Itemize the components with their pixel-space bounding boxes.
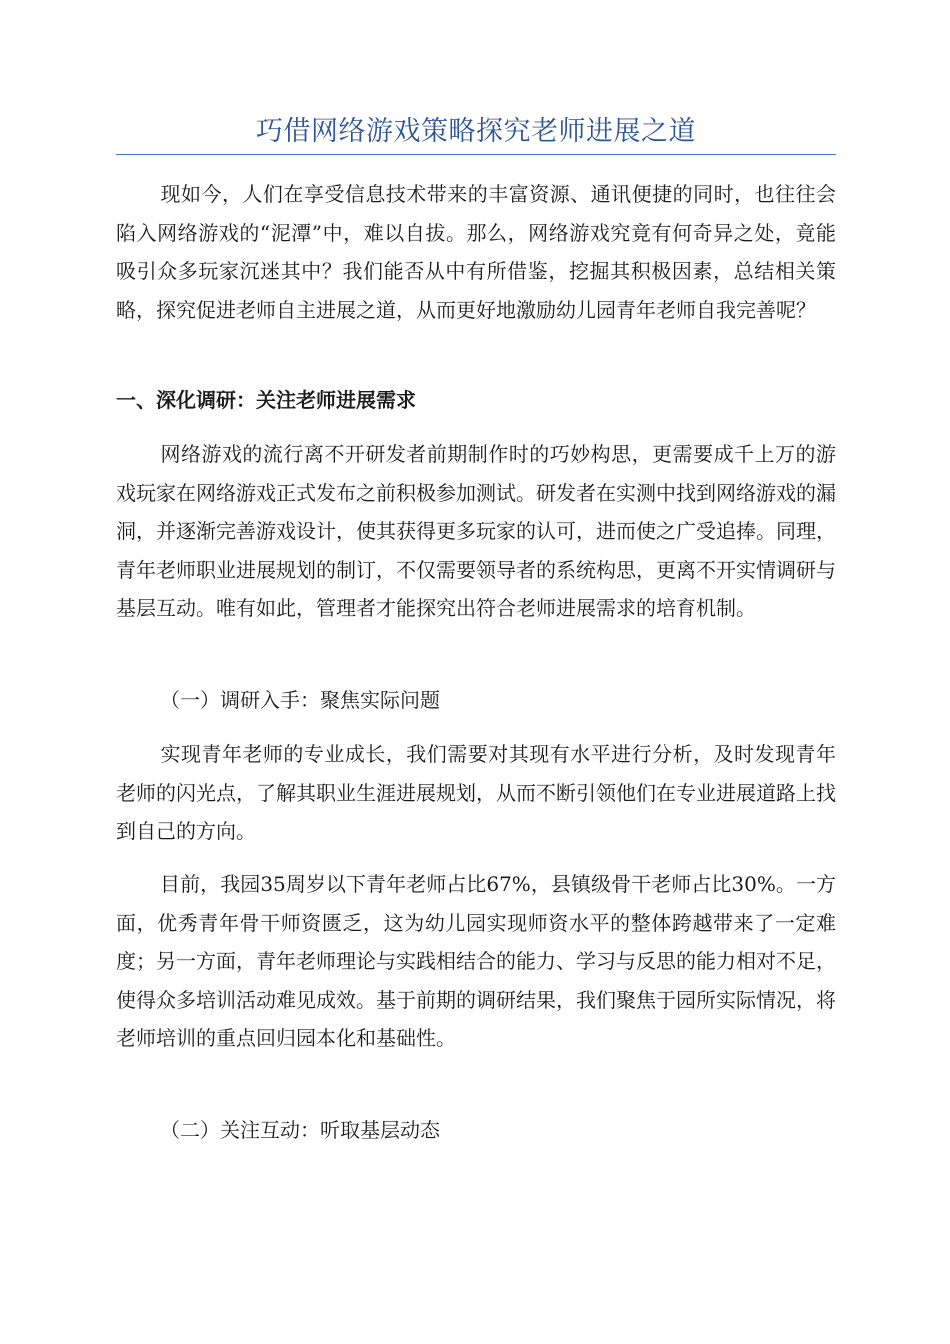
intro-paragraph [116,175,836,329]
title-underline [116,154,836,155]
document-title: 巧借网络游戏策略探究老师进展之道 [256,116,696,147]
subsection-1-paragraph-2 [116,865,836,1058]
section-1-text: 网络游戏的流行离不开研发者前期制作时的巧妙构思，更需要成千上万的游戏玩家在网络游戏正式发布之前积极参加测试。研发者在实测中找到网络游戏的漏洞，并逐渐完善游戏设计，使其获得更多玩家的认可，进而使之广受追捧。同理，青年老师职业进展规划的制订，不仅需要领导者的系统构思，更离不开实情调研与基层互动。唯有如此，管理者才能探究出符合老师进展需求的培育机制。 [116,442,836,620]
section-1-heading: 一、深化调研：关注老师进展需求 [116,388,416,412]
section-1-paragraph [116,435,836,628]
subsection-1-heading: （一）调研入手：聚焦实际问题 [160,688,440,712]
intro-text: 现如今，人们在享受信息技术带来的丰富资源、通讯便捷的同时，也往往会陷入网络游戏的“泥潭”中，难以自拔。那么，网络游戏究竟有何奇异之处，竟能吸引众多玩家沉迷其中？我们能否从中有所借鉴，挖掘其积极因素，总结相关策略，探究促进老师自主进展之道，从而更好地激励幼儿园青年老师自我完善呢？ [116,182,836,322]
subsection-1-text-2: 目前，我园35周岁以下青年老师占比67%，县镇级骨干老师占比30%。一方面，优秀青年骨干师资匮乏，这为幼儿园实现师资水平的整体跨越带来了一定难度；另一方面，青年老师理论与实践相结合的能力、学习与反思的能力相对不足，使得众多培训活动难见成效。基于前期的调研结果，我们聚焦于园所实际情况，将老师培训的重点回归园本化和基础性。 [116,872,836,1050]
subsection-1-text-1: 实现青年老师的专业成长，我们需要对其现有水平进行分析，及时发现青年老师的闪光点，了解其职业生涯进展规划，从而不断引领他们在专业进展道路上找到自己的方向。 [116,742,836,843]
subsection-1-paragraph-1 [116,735,836,851]
subsection-2-heading: （二）关注互动：听取基层动态 [160,1118,440,1142]
